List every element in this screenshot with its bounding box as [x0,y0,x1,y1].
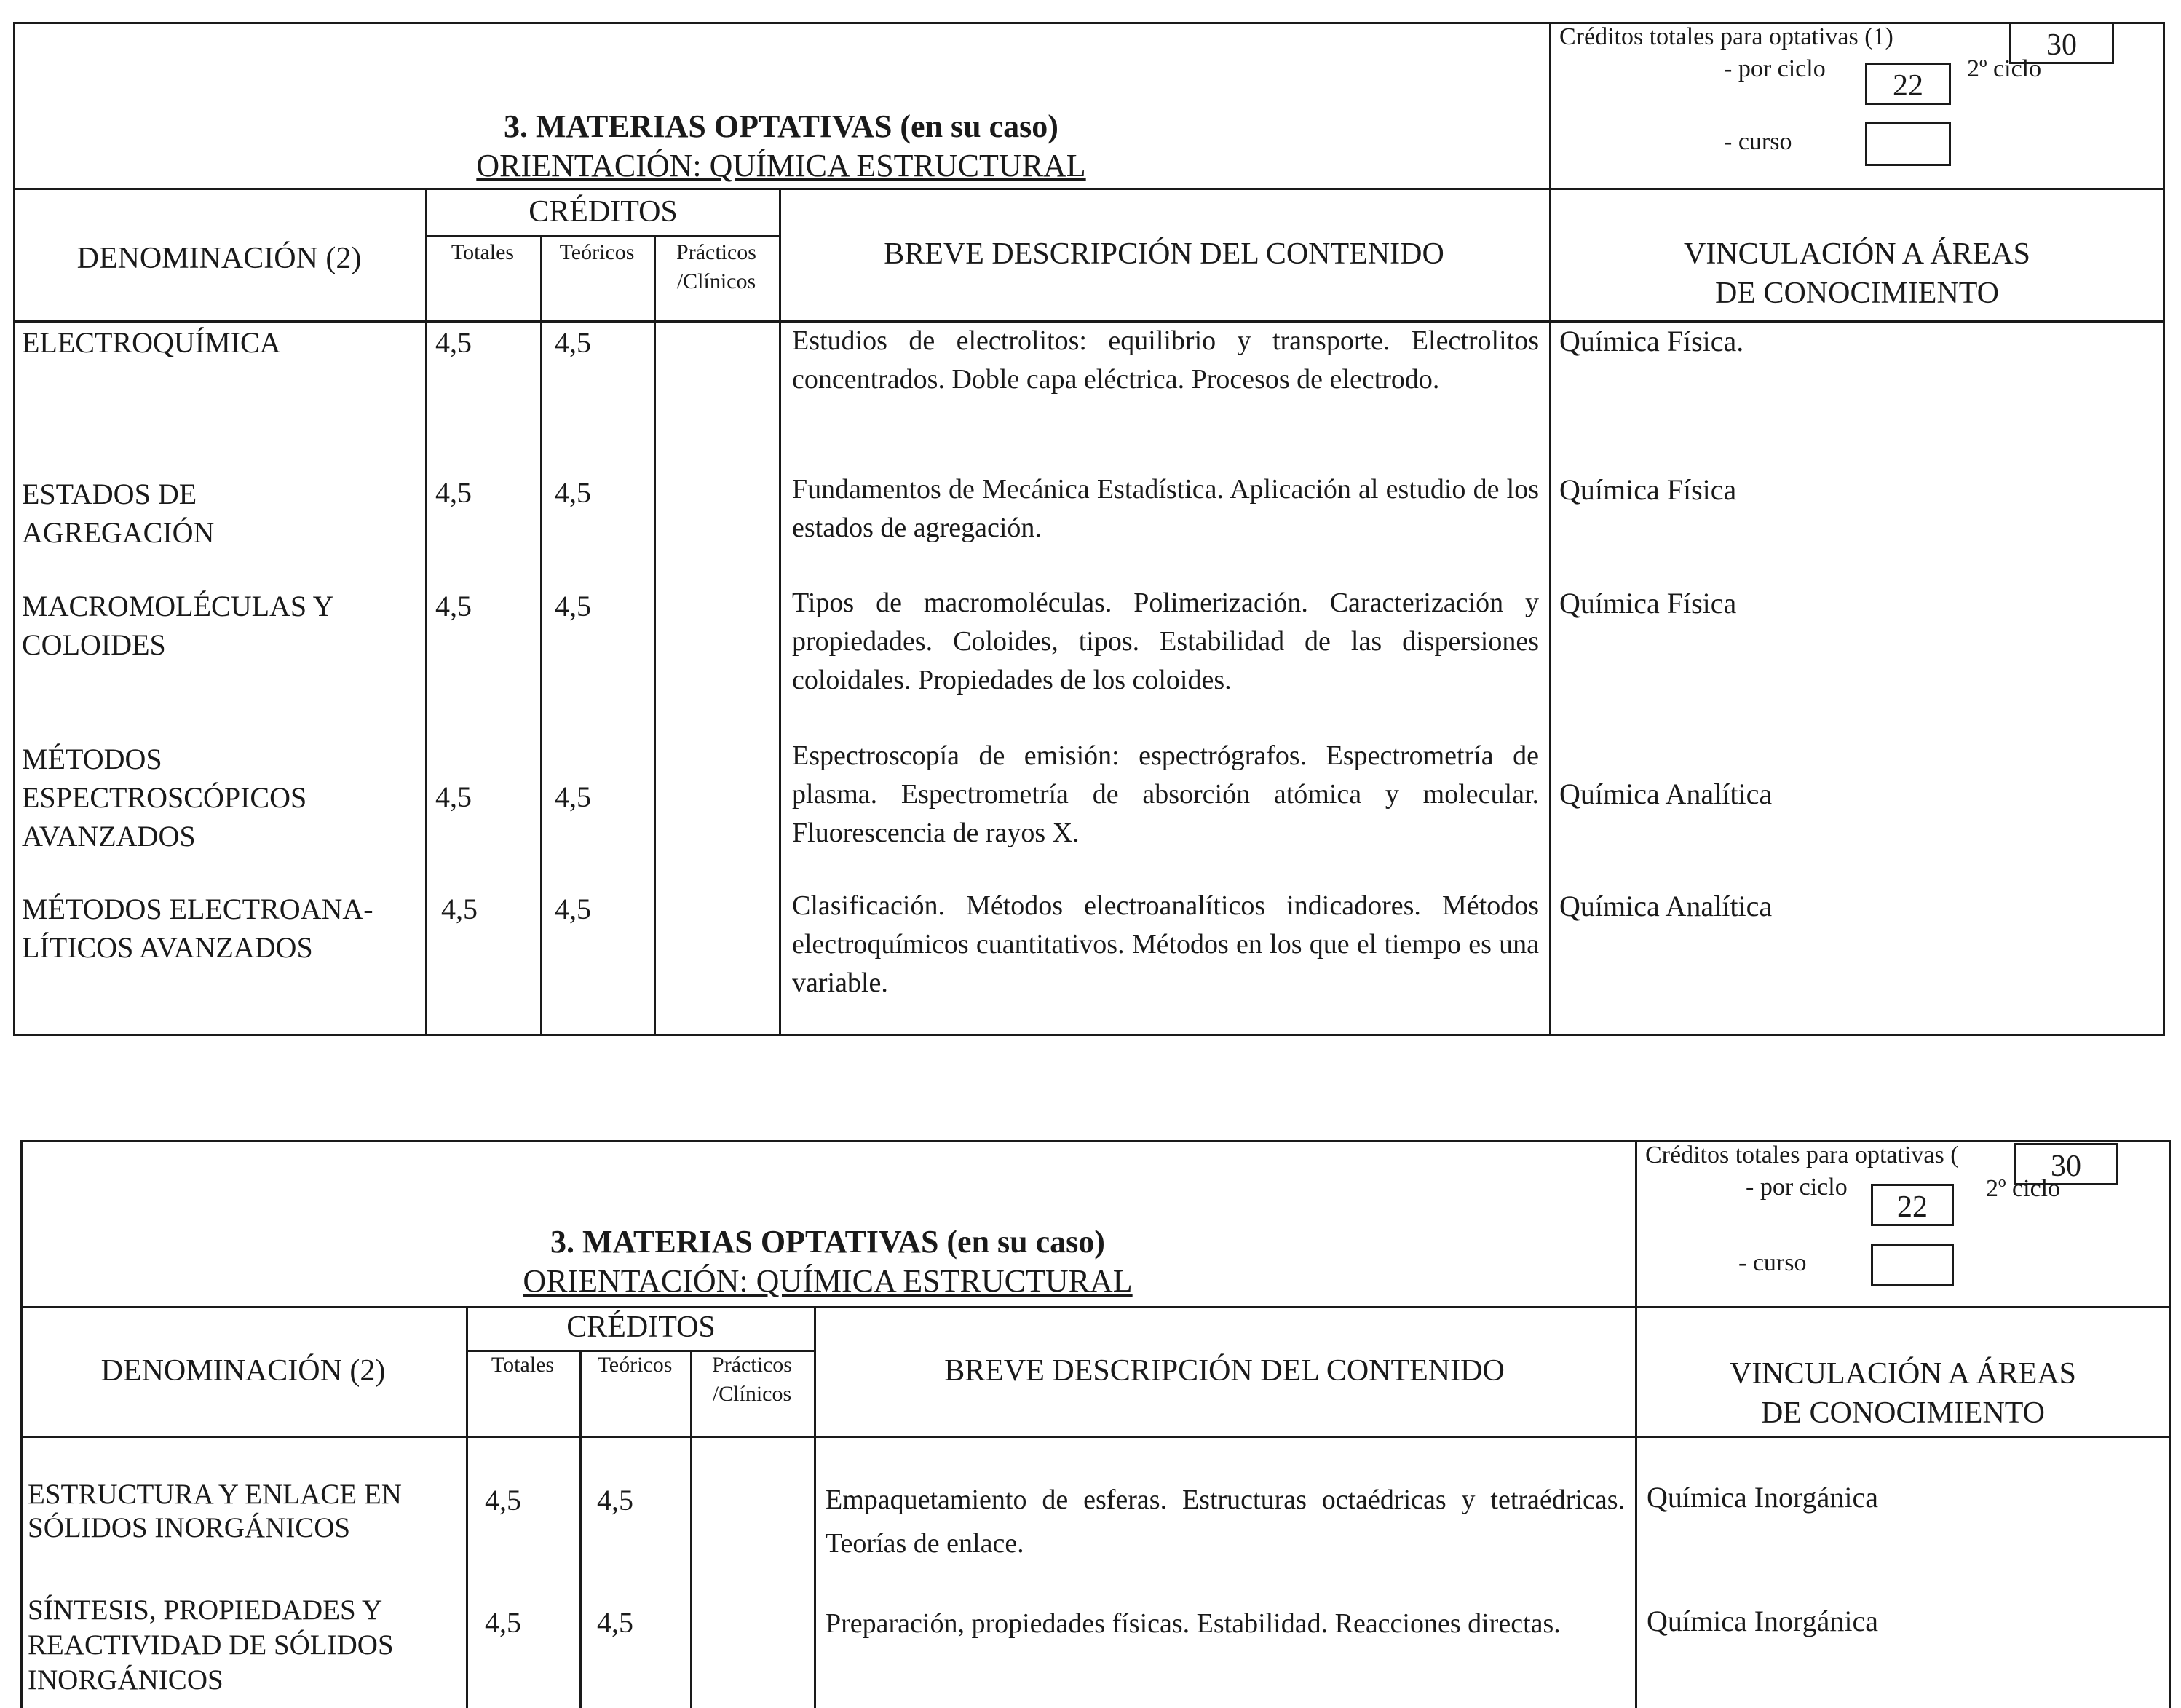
row-totales: 4,5 [435,590,472,622]
col-teoricos: Teóricos [559,240,635,264]
row-area: Química Física [1559,473,1737,506]
col-clinicos: /Clínicos [676,269,756,293]
row-descripcion: Tipos de macromoléculas. Polimerización. Caracterización y propiedades. Coloides, tipos. Estabilidad de las dispersiones coloidales. Propiedades de los coloides. [792,588,1539,695]
curso-value [1871,1244,1954,1286]
creditos-totales-value: 30 [2014,1143,2118,1185]
row-descripcion: Empaquetamiento de esferas. Estructuras octaédricas y tetraédricas. Teorías de enlace. [826,1484,1625,1559]
creditos-totales-value: 30 [2009,22,2114,64]
col-creditos: CRÉDITOS [529,195,678,229]
row-area: Química Física. [1559,325,1744,357]
row-totales: 4,5 [441,893,478,925]
row-name: MACROMOLÉCULAS Y COLOIDES [22,590,333,661]
curso-label: - curso [1724,128,1792,155]
row-name: ESTRUCTURA Y ENLACE EN SÓLIDOS INORGÁNICOS [28,1479,402,1543]
row-teoricos: 4,5 [555,326,591,359]
ciclo-label: 2º ciclo [1986,1175,2061,1202]
row-totales: 4,5 [435,326,472,359]
row-name: SÍNTESIS, PROPIEDADES Y REACTIVIDAD DE SÓLIDOS INORGÁNICOS [28,1594,394,1696]
col-totales: Totales [451,240,515,264]
col-descripcion: BREVE DESCRIPCIÓN DEL CONTENIDO [944,1354,1505,1388]
por-ciclo-label: - por ciclo [1746,1174,1848,1201]
orientation-subtitle: ORIENTACIÓN: QUÍMICA ESTRUCTURAL [523,1263,1133,1299]
col-teoricos: Teóricos [597,1353,673,1377]
row-descripcion: Clasificación. Métodos electroanalíticos indicadores. Métodos electroquímicos cuantitativos. Métodos en los que el tiempo es una variable. [792,890,1539,998]
row-teoricos: 4,5 [555,476,591,509]
col-denominacion: DENOMINACIÓN (2) [100,1354,386,1388]
por-ciclo-value: 22 [1865,63,1951,105]
creditos-totales-label: Créditos totales para optativas (1) [1559,23,1893,50]
ciclo-label: 2º ciclo [1967,55,2042,82]
section-title: 3. MATERIAS OPTATIVAS (en su caso) [504,108,1058,144]
row-teoricos: 4,5 [555,780,591,813]
col-creditos: CRÉDITOS [566,1310,716,1344]
row-area: Química Física [1559,587,1737,620]
row-area: Química Analítica [1559,890,1773,922]
col-vinculacion-2: DE CONOCIMIENTO [1760,1396,2046,1430]
row-descripcion: Preparación, propiedades físicas. Estabilidad. Reacciones directas. [826,1608,1561,1639]
curso-label: - curso [1738,1249,1807,1276]
row-teoricos: 4,5 [597,1484,633,1517]
row-descripcion: Espectroscopía de emisión: espectrógrafos. Espectrometría de plasma. Espectrometría de absorción atómica y molecular. Fluorescencia de rayos X. [792,740,1539,848]
row-teoricos: 4,5 [555,893,591,925]
orientation-subtitle: ORIENTACIÓN: QUÍMICA ESTRUCTURAL [476,148,1086,183]
creditos-totales-label: Créditos totales para optativas ( [1645,1142,1959,1169]
row-totales: 4,5 [485,1606,521,1639]
row-area: Química Analítica [1559,778,1773,810]
col-vinculacion: VINCULACIÓN A ÁREAS [1729,1357,2077,1391]
row-name: MÉTODOS ELECTROANA-LÍTICOS AVANZADOS [22,893,373,964]
col-clinicos: /Clínicos [712,1382,792,1406]
row-name: ELECTROQUÍMICA [22,326,281,359]
col-practicos: Prácticos [712,1353,792,1377]
row-totales: 4,5 [435,476,472,509]
row-teoricos: 4,5 [555,590,591,622]
por-ciclo-label: - por ciclo [1724,55,1826,82]
col-vinculacion-2: DE CONOCIMIENTO [1714,277,2000,310]
col-totales: Totales [491,1353,555,1377]
row-area: Química Inorgánica [1647,1481,1879,1514]
col-descripcion: BREVE DESCRIPCIÓN DEL CONTENIDO [884,237,1444,271]
row-name: ESTADOS DE AGREGACIÓN [22,478,215,549]
por-ciclo-value: 22 [1871,1184,1954,1226]
row-area: Química Inorgánica [1647,1605,1879,1637]
row-descripcion: Estudios de electrolitos: equilibrio y transporte. Electrolitos concentrados. Doble capa eléctrica. Procesos de electrodo. [792,325,1539,395]
row-totales: 4,5 [485,1484,521,1517]
row-name: MÉTODOS ESPECTROSCÓPICOS AVANZADOS [22,743,307,853]
row-teoricos: 4,5 [597,1606,633,1639]
row-descripcion: Fundamentos de Mecánica Estadística. Aplicación al estudio de los estados de agregación. [792,474,1539,543]
section-title: 3. MATERIAS OPTATIVAS (en su caso) [550,1224,1105,1260]
col-vinculacion: VINCULACIÓN A ÁREAS [1683,237,2031,271]
row-totales: 4,5 [435,780,472,813]
curso-value [1865,122,1951,166]
col-denominacion: DENOMINACIÓN (2) [76,242,362,275]
col-practicos: Prácticos [676,240,756,264]
